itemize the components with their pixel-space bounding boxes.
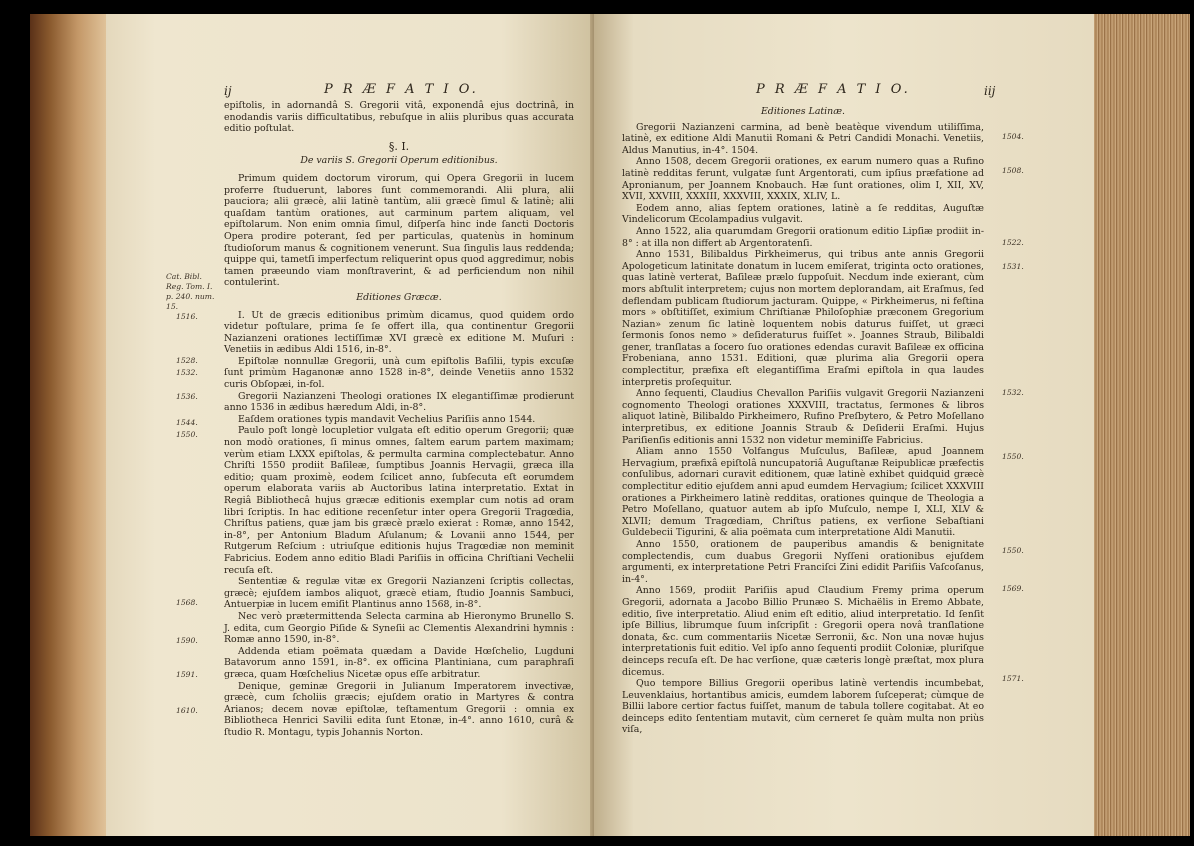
paragraph: Anno ſequenti, Claudius Chevallon Pariſiis vulgavit Gregorii Nazianzeni cognomento Theologi orationes XXXVIII, tractatus, ſermones & libros aliquot latinè, Bilibaldo Pirkheimero, Rufino Preſbytero, & Petro Moſellano interpretibus, ex editione Joannis Straub & Deſiderii Eraſmi. Hujus Pariſienſis editionis anni 1532 non videtur meminiſſe Fabricius. xyxy=(622,388,984,446)
margin-note: 1550. xyxy=(1002,452,1024,461)
margin-note: 1531. xyxy=(1002,262,1024,271)
paragraph: I. Ut de græcis editionibus primùm dicamus, quod quidem ordo videtur poſtulare, prima ſe ſe offert illa, qua continentur Gregorii Nazianzeni orationes lectiſſimæ XVI græcè ex editione M. Muſuri : Venetiis in ædibus Aldi 1516, in-8°. xyxy=(224,309,574,356)
editions-heading: Editiones Latinæ. xyxy=(760,106,846,117)
margin-note: 1544. xyxy=(176,418,198,427)
editions-heading: Editiones Græcæ. xyxy=(356,291,442,303)
paragraph: Denique, geminæ Gregorii in Julianum Imperatorem invectivæ, græcè, cum ſcholiis græcis; ejuſdem oratio in Martyres & contra Arianos; decem novæ epiſtolæ, teſtamentum Gregorii : omnia ex Bibliotheca Henrici Savilii edita ſunt Etonæ, in-4°. anno 1610, curâ & ſtudio R. Montagu, typis Johannis Norton. xyxy=(224,680,574,738)
paragraph: Anno 1569, prodiit Pariſiis apud Claudium Fremy prima operum Gregorii, adornata a Jacobo Billio Prunæo S. Michaëlis in Eremo Abbate, editio, ſive interpretatio. Aliud enim eſt editio, aliud interpretatio. Id ſenſit ipſe Billius, librumque ſuum inſcripſit : Gregorii opera novâ tranſlatione donata, &c. cum commentariis Nicetæ Serronii, &c. Non una novæ hujus interpretationis fuit editio. Vel ipſo anno ſequenti prodiit Coloniæ, pluriſque deinceps recuſa eſt. De hac verſione, quæ cæteris longè præſtat, mox plura dicemus. xyxy=(622,585,984,678)
page-number: iij xyxy=(984,84,996,98)
paragraph: Eodem anno, alias ſeptem orationes, latinè a ſe redditas, Auguſtæ Vindelicorum Œcolampadius vulgavit. xyxy=(622,202,984,226)
right-page xyxy=(594,14,1094,836)
margin-note: 1504. xyxy=(1002,132,1024,141)
margin-note: 1569. xyxy=(1002,584,1024,593)
margin-note: 1550. xyxy=(1002,546,1024,555)
margin-note: 1508. xyxy=(1002,166,1024,175)
paragraph: Aliam anno 1550 Volfangus Muſculus, Baſileæ, apud Joannem Hervagium, præfixâ epiſtolâ nuncupatoriâ Auguſtanæ Reipublicæ præfectis conſulibus, adornari curavit editionem, quæ latinè exhibet quidquid græcè complectitur editio ejuſdem anni apud eumdem Hervagium; ſcilicet XXXVIII orationes a Pirkheimero latinè redditas, orationes quinque de Theologia a Petro Moſellano, quatuor autem ab ipſo Muſculo, nempe I, XLI, XLV & XLVII; demum Tragœdiam, Chriſtus patiens, ex verſione Sebaſtiani Guldebecii Tigurini, & alia poëmata cum interpretatione Aldi Manutii. xyxy=(622,446,984,539)
paragraph: Quo tempore Billius Gregorii operibus latinè vertendis incumbebat, Leuvenklaius, hortantibus amicis, eumdem laborem ſuſceperat; cùmque de Billii labore certior factus fuiſſet, manum de tabula tollere cogitabat. At eo deinceps edito ſententiam mutavit, cùm cerneret ſe quàm multa non priùs viſa, xyxy=(622,678,984,736)
margin-note: 1516. xyxy=(176,312,198,321)
margin-note: 1568. xyxy=(176,598,198,607)
margin-note: 1550. xyxy=(176,430,198,439)
paragraph: Sententiæ & regulæ vitæ ex Gregorii Nazianzeni ſcriptis collectas, græcè; ejuſdem iambos aliquot, græcè etiam, ſtudio Joannis Sambuci, Antuerpiæ in lucem emiſit Plantinus anno 1568, in-8°. xyxy=(224,576,574,611)
paragraph: Primum quidem doctorum virorum, qui Opera Gregorii in lucem proferre ſtuduerunt, labores ſunt commemorandi. Alii plura, alii pauciora; alii græcè, alii latinè tantùm, alii græcè ſimul & latinè; alii quaſdam tantùm orationes, aut carminum partem aliquam, vel epiſtolarum. Non enim omnia ſimul, diſperſa hinc inde ſancti Doctoris Opera prodire poterant, ſed per particulas, quatenùs in hominum ſtudioſorum manus & cognitionem venerunt. Sua ſingulis laus reddenda; quippe qui, tametſi imperfectum reliquerint opus quod aggredimur, nobis tamen præeundo viam monſtraverint, & ad perficiendum non nihil contulerint. xyxy=(224,172,574,289)
right-text-column xyxy=(622,106,984,736)
margin-note: 1590. xyxy=(176,636,198,645)
margin-note: 1536. xyxy=(176,392,198,401)
left-page xyxy=(106,14,600,836)
margin-note: 1522. xyxy=(1002,238,1024,247)
paragraph: Gregorii Nazianzeni carmina, ad benè beatèque vivendum utiliſſima, latinè, ex editione Aldi Manutii Romani & Petri Candidi Monachi. Venetiis, Aldus Manutius, in-4°. 1504. xyxy=(622,121,984,156)
book-edge-left xyxy=(30,14,110,836)
page-number: ij xyxy=(224,84,232,98)
margin-note: 1571. xyxy=(1002,674,1024,683)
book-edge-right xyxy=(1092,14,1190,836)
paragraph: Epiſtolæ nonnullæ Gregorii, unà cum epiſtolis Baſilii, typis excuſæ ſunt primùm Haganonæ anno 1528 in-8°, deinde Venetiis anno 1532 curis Obſopæi, in-fol. xyxy=(224,355,574,391)
margin-note: 1528. xyxy=(176,356,198,365)
running-head: P R Æ F A T I O. xyxy=(324,82,479,97)
paragraph: Anno 1550, orationem de pauperibus amandis & benignitate complectendis, cum duabus Gregorii Nyſſeni orationibus ejuſdem argumenti, ex interpretatione Petri Franciſci Zini edidit Pariſiis Vaſcoſanus, in-4°. xyxy=(622,538,984,585)
section-mark: §. I. xyxy=(388,139,410,153)
margin-note: 1532. xyxy=(1002,388,1024,397)
margin-note: 1591. xyxy=(176,670,198,679)
paragraph: Paulo poſt longè locupletior vulgata eſt editio operum Gregorii; quæ non modò orationes, ſi minus omnes, ſaltem earum partem maximam; verùm etiam LXXX epiſtolas, & permulta carmina complectebatur. Anno Chriſti 1550 prodiit Baſileæ, ſumptibus Joannis Hervagii, græca illa editio; quam proximè, eodem ſcilicet anno, ſubſecuta eſt eorumdem operum elaborata variis ab Auctoribus latina interpretatio. Extat in Regiâ Bibliothecâ hujus græcæ editionis exemplar cum notis ad oram libri ſcriptis. In hac editione recenſetur inter opera Gregorii Tragœdia, Chriſtus patiens, quæ jam bis græcè prælo exierat : Romæ, anno 1542, in-8°, per Antonium Bladum Aſulanum; & Lovanii anno 1544, per Rutgerum Reſcium : utriuſque editionis hujus Tragœdiæ non meminit Fabricius. Eodem anno editio Bladi Pariſiis in officina Chriſtiani Vechelii recuſa eſt. xyxy=(224,425,574,576)
paragraph: Gregorii Nazianzeni Theologi orationes IX elegantiſſimæ prodierunt anno 1536 in ædibus hæredum Aldi, in-8°. xyxy=(224,390,574,414)
margin-note: 1532. xyxy=(176,368,198,377)
left-text-column xyxy=(224,100,574,738)
margin-note: 1610. xyxy=(176,706,198,715)
paragraph: Anno 1522, alia quarumdam Gregorii orationum editio Lipſiæ prodiit in-8° : at illa non differt ab Argentoratenſi. xyxy=(622,225,984,249)
paragraph: Anno 1508, decem Gregorii orationes, ex earum numero quas a Rufino latinè redditas ferunt, vulgatæ ſunt Argentorati, cum ipſius præfatione ad Apronianum, per Joannem Knobauch. Hæ ſunt orationes, olim I, XII, XV, XVII, XXVIII, XXXIII, XXXVIII, XXXIX, XLIV, L. xyxy=(622,156,984,203)
section-title: De variis S. Gregorii Operum editionibus. xyxy=(300,155,498,167)
paragraph: Nec verò prætermittenda Selecta carmina ab Hieronymo Brunello S. J. edita, cum Georgio Piſide & Syneſii ac Clementis Alexandrini hymnis : Romæ anno 1590, in-8°. xyxy=(224,610,574,646)
paragraph: Anno 1531, Bilibaldus Pirkheimerus, qui tribus ante annis Gregorii Apologeticum latinitate donatum in lucem emiſerat, triginta octo orationes, quas latinè verterat, Baſileæ prælo ſuppoſuit. Necdum inde exierant, cùm mors abſtulit interpretem; cujus non mortem deplorandam, ait Eraſmus, ſed deflendam publicam ſtudiorum jacturam. Quippe, « Pirkheimerus, ni feſtina mors » obſtitiſſet, eximium Chriſtianæ Philoſophiæ præconem Gregorium Nazian» zenum ſic latinè loquentem nobis daturus fuiſſet, ut græci ſermonis ſonos nemo » deſideraturus fuiſſet ». Joannes Straub, Bilibaldi gener, tranſlatas a ſocero ſuo orationes edendas curavit Baſileæ ex officina Frobeniana, anno 1531. Editioni, quæ plurima alia Gregorii opera complectitur, præfixa eſt elegantiſſima Eraſmi epiſtola in qua laudes interpretis proſequitur. xyxy=(622,249,984,388)
intro-paragraph: epiſtolis, in adornandâ S. Gregorii vitâ, exponendâ ejus doctrinâ, in enodandis variis difficultatibus, rebuſque in aliis pluribus quas accurata editio poſtulat. xyxy=(224,100,574,135)
paragraph: Addenda etiam poëmata quædam a Davide Hœſchelio, Lugduni Batavorum anno 1591, in-8°. ex officina Plantiniana, cum paraphraſi græca, quam Hœſchelius Nicetæ opus eſſe arbitratur. xyxy=(224,645,574,680)
running-head: P R Æ F A T I O. xyxy=(756,82,911,97)
paragraph: Eaſdem orationes typis mandavit Vechelius Pariſiis anno 1544. xyxy=(238,413,536,425)
margin-note: Cat. Bibl. Reg. Tom. I. p. 240. num. 15. xyxy=(166,272,215,311)
